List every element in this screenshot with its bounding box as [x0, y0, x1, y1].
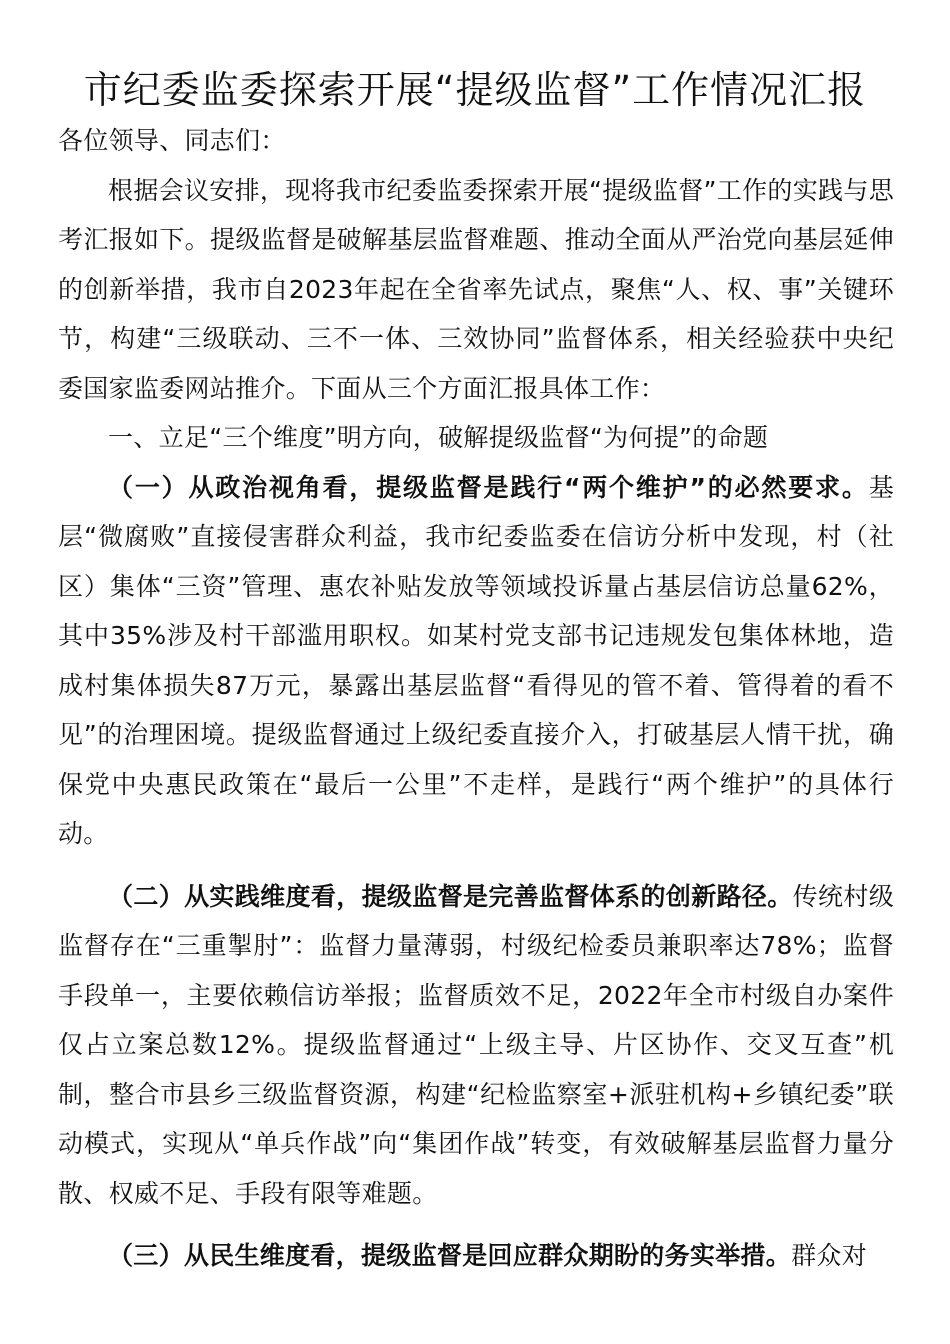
subsection-2-text: 传统村级监督存在“三重掣肘”：监督力量薄弱，村级纪检委员兼职率达78%；监督手段单一，主要依赖信访举报；监督质效不足，2022年全市村级自办案件仅占立案总数12%。提级监督通过“上级主导、片区协作、交叉互查”机制，整合市县乡三级监督资源，构建“纪检监察室+派驻机构+乡镇纪委”联动模式，实现从“单兵作战”向“集团作战”转变，有效破解基层监督力量分散、权威不足、手段有限等难题。: [58, 881, 894, 1208]
subsection-3-text: 群众对: [791, 1241, 868, 1270]
intro-paragraph: 根据会议安排，现将我市纪委监委探索开展“提级监督”工作的实践与思考汇报如下。提级监督是破解基层监督难题、推动全面从严治党向基层延伸的创新举措，我市自2023年起在全省率先试点，聚焦“人、权、事”关键环节，构建“三级联动、三不一体、三效协同”监督体系，相关经验获中央纪委国家监委网站推介。下面从三个方面汇报具体工作：: [58, 175, 894, 403]
section-1-heading: 一、立足“三个维度”明方向，破解提级监督“为何提”的命题: [108, 423, 769, 452]
subsection-1-paragraph: [58, 463, 894, 859]
subsection-1-heading: （一）从政治视角看，提级监督是践行“两个维护”的必然要求。: [108, 472, 869, 502]
subsection-1-text: 基层“微腐败”直接侵害群众利益，我市纪委监委在信访分析中发现，村（社区）集体“三资”管理、惠农补贴发放等领域投诉量占基层信访总量62%，其中35%涉及村干部滥用职权。如某村党支部书记违规发包集体林地，造成村集体损失87万元，暴露出基层监督“看得见的管不着、管得着的看不见”的治理困境。提级监督通过上级纪委直接介入，打破基层人情干扰，确保党中央惠民政策在“最后一公里”不走样，是践行“两个维护”的具体行动。: [58, 472, 894, 848]
document-title: 市纪委监委探索开展“提级监督”工作情况汇报: [83, 68, 867, 112]
salutation: 各位领导、同志们：: [58, 126, 286, 155]
subsection-3-heading: （三）从民生维度看，提级监督是回应群众期盼的务实举措。: [108, 1241, 792, 1270]
subsection-2-paragraph: [58, 872, 894, 1219]
document-body: [58, 116, 894, 1281]
subsection-3-paragraph: [58, 1231, 894, 1281]
subsection-2-heading: （二）从实践维度看，提级监督是完善监督体系的创新路径。: [108, 881, 793, 911]
